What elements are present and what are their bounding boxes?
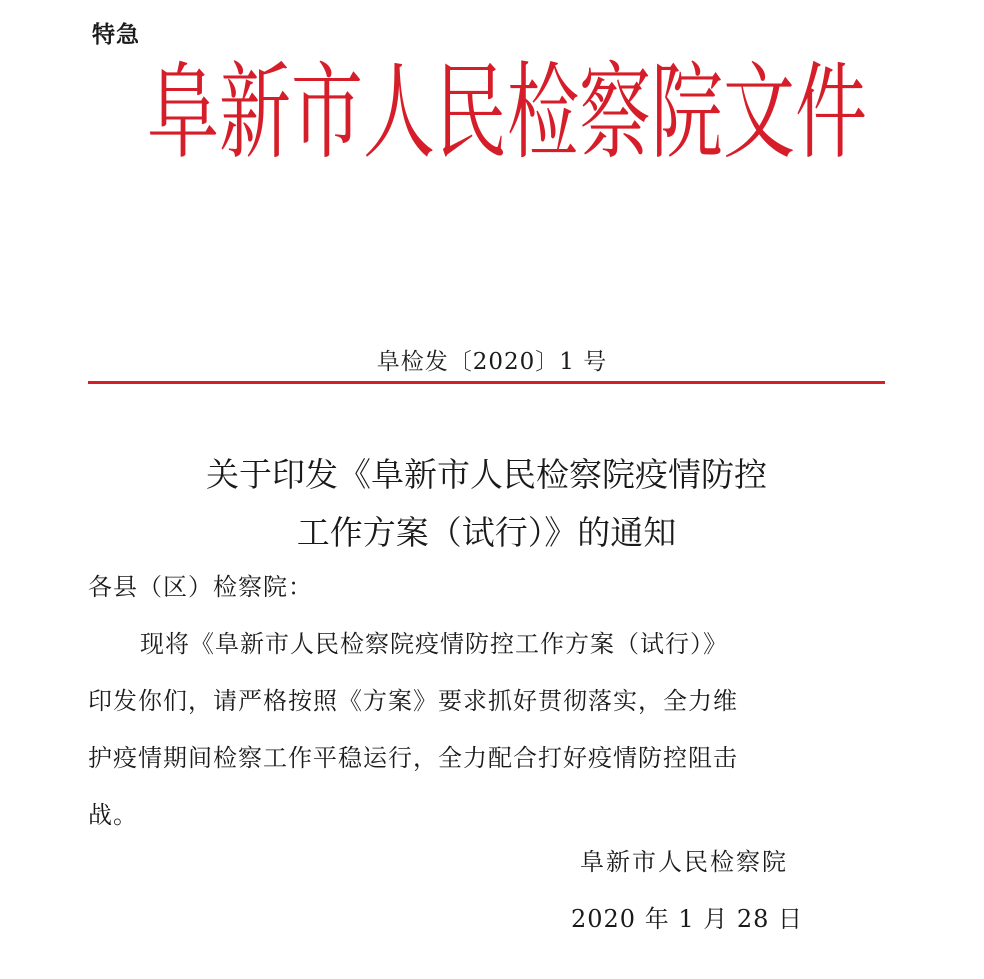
red-divider-line xyxy=(88,381,885,384)
title-line-2: 工作方案（试行）》的通知 xyxy=(296,513,677,552)
title-line-1: 关于印发《阜新市人民检察院疫情防控 xyxy=(206,455,767,494)
signature-organization: 阜新市人民检察院 xyxy=(580,848,788,876)
body-line: 现将《阜新市人民检察院疫情防控工作方案（试行）》 xyxy=(140,630,728,658)
salutation: 各县（区）检察院： xyxy=(88,573,313,601)
document-title xyxy=(88,446,885,562)
body-line: 护疫情期间检察工作平稳运行，全力配合打好疫情防控阻击 xyxy=(88,744,738,772)
issue-date: 2020 年 1 月 28 日 xyxy=(571,905,804,933)
body-paragraph xyxy=(88,616,848,844)
urgency-label: 特急 xyxy=(92,22,140,48)
body-line: 战。 xyxy=(88,801,138,829)
body-line: 印发你们，请严格按照《方案》要求抓好贯彻落实，全力维 xyxy=(88,687,738,715)
issuer-header: 阜新市人民检察院文件 xyxy=(146,51,867,174)
document-number: 阜检发〔2020〕1 号 xyxy=(376,349,608,375)
